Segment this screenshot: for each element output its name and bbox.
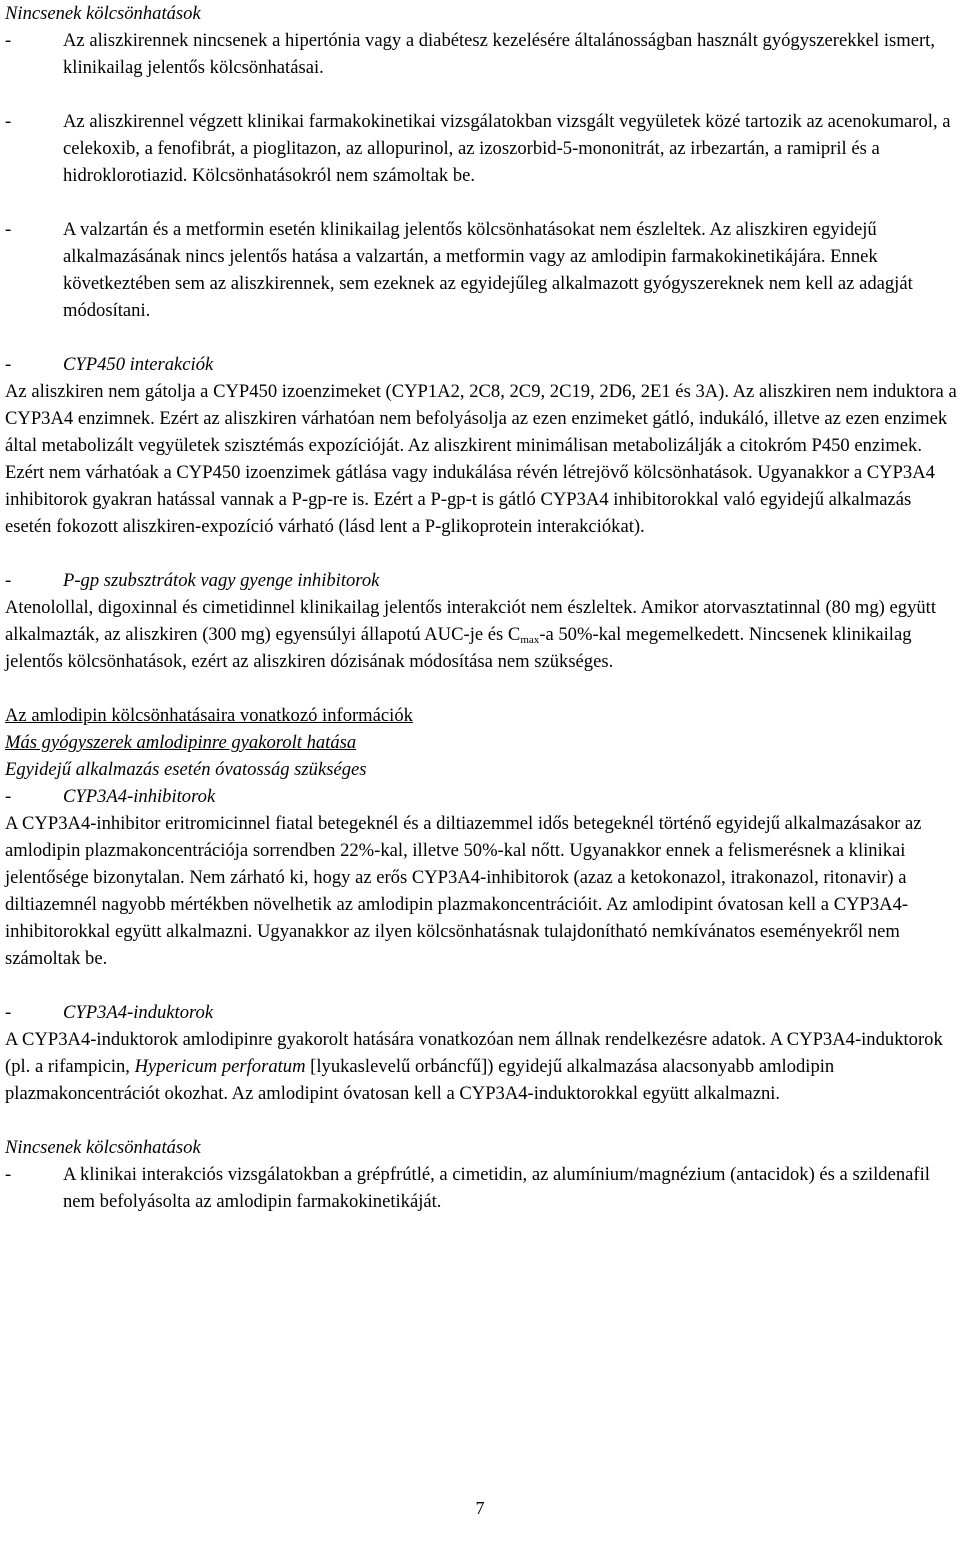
text-run: -a 50%-kal megemelkedett. Nincsenek klinikailag jelentős kölcsönhatások, ezért az aliszkiren dózisának módosítása nem szükséges. xyxy=(5,624,912,672)
subsection-heading-text: CYP450 interakciók xyxy=(63,354,214,375)
paragraph-cyp3a4-inhibitors: A CYP3A4-inhibitor eritromicinnel fiatal betegeknél és a diltiazemmel idős betegeknél történő egyidejű alkalmazásakor az amlodipin plazmakoncentrációja sorrendben 22%-kal, illetve 50%-kal nőtt. Ugyanakkor ennek a felismerésnek a klinikai jelentősége bizonytalan. Nem zárható ki, hogy az erős CYP3A4-inhibitorok (azaz a ketokonazol, itrakonazol, ritonavir) a diltiazemnél nagyobb mértékben növelhetik az amlodipin plazmakoncentrációit. Az amlodipint óvatosan kell a CYP3A4-inhibitorokkal együtt alkalmazni. Ugyanakkor az ilyen kölcsönhatásnak tulajdonítható nemkívánatos eseményekről nem számoltak be. xyxy=(5,813,922,969)
bullet-dash: - xyxy=(5,219,12,240)
text-run: [lyukaslevelű orbáncfű]) egyidejű alkalmazása alacsonyabb amlodipin plazmakoncentrációt okozhat. Az amlodipint óvatosan kell a CYP3A4-induktorokkal együtt alkalmazni. xyxy=(5,1056,835,1104)
text-run: A CYP3A4-induktorok amlodipinre gyakorolt hatására vonatkozóan nem állnak rendelkezésre adatok. A CYP3A4-induktorok (pl. a rifampicin, xyxy=(5,1029,943,1077)
subsection-heading-text: CYP3A4-inhibitorok xyxy=(63,786,216,807)
paragraph-cyp450: Az aliszkiren nem gátolja a CYP450 izoenzimeket (CYP1A2, 2C8, 2C9, 2C19, 2D6, 2E1 és 3A). Az aliszkiren nem induktora a CYP3A4 enzimnek. Ezért az aliszkiren várhatóan nem befolyásolja az ezen enzimeket gátló, indukáló, illetve az ezen enzimek által metabolizált vegyületek szisztémás expozícióját. Az aliszkirent minimálisan metabolizálják a citokróm P450 enzimek. Ezért nem várhatóak a CYP450 izoenzimek gátlása vagy indukálása révén létrejövő kölcsönhatások. Ugyanakkor a CYP3A4 inhibitorok gyakran hatással vannak a P-gp-re is. Ezért a P-gp-t is gátló CYP3A4 inhibitorokkal való egyidejű alkalmazás esetén fokozott aliszkiren-expozíció várható (lásd lent a P-glikoprotein interakciókat). xyxy=(5,381,957,537)
bullet-text: A valzartán és a metformin esetén klinikailag jelentős kölcsönhatásokat nem észleltek. Az aliszkiren egyidejű alkalmazásának nincs jelentős hatása a valzartán, a metformin vagy az amlodipin farmakokinetikájára. Ennek következtében sem az aliszkirennek, sem ezeknek az egyidejűleg alkalmazott gyógyszereknek nem kell az adagját módosítani. xyxy=(63,219,913,321)
section-subheading-caution: Egyidejű alkalmazás esetén óvatosság szükséges xyxy=(5,759,367,780)
text-run: Atenolollal, digoxinnal és cimetidinnel klinikailag jelentős interakciót nem észleltek. Amikor atorvasztatinnal (80 mg) együtt alkalmazták, az aliszkiren (300 mg) egyensúlyi állapotú AUC-je és C xyxy=(5,597,936,645)
document-page xyxy=(5,0,957,1215)
bullet-dash: - xyxy=(5,570,12,591)
paragraph-cyp3a4-inductors xyxy=(5,1026,957,1107)
bullet-item xyxy=(5,216,957,324)
section-heading-no-interactions: Nincsenek kölcsönhatások xyxy=(5,1137,201,1158)
subscript-max: max xyxy=(520,634,540,646)
bullet-dash: - xyxy=(5,786,12,807)
subsection-heading-text: CYP3A4-induktorok xyxy=(63,1002,214,1023)
subsection-heading-cyp3a4-inhibitors xyxy=(5,783,957,810)
subsection-heading-text: P-gp szubsztrátok vagy gyenge inhibitorok xyxy=(63,570,380,591)
subsection-heading-cyp3a4-inductors xyxy=(5,999,957,1026)
bullet-dash: - xyxy=(5,111,12,132)
page-number: 7 xyxy=(475,1498,485,1518)
bullet-text: Az aliszkirennel végzett klinikai farmakokinetikai vizsgálatokban vizsgált vegyületek közé tartozik az acenokumarol, a celekoxib, a fenofibrát, a pioglitazon, az allopurinol, az izoszorbid-5-mononitrát, az irbezartán, a ramipril és a hidroklorotiazid. Kölcsönhatásokról nem számoltak be. xyxy=(63,111,951,186)
bullet-dash: - xyxy=(5,354,12,375)
section-heading-no-interactions: Nincsenek kölcsönhatások xyxy=(5,3,201,24)
bullet-dash: - xyxy=(5,30,12,51)
bullet-dash: - xyxy=(5,1002,12,1023)
paragraph-pgp xyxy=(5,594,957,675)
section-heading-amlodipine: Az amlodipin kölcsönhatásaira vonatkozó információk xyxy=(5,705,413,726)
bullet-dash: - xyxy=(5,1164,12,1185)
bullet-text: A klinikai interakciós vizsgálatokban a grépfrútlé, a cimetidin, az alumínium/magnézium (antacidok) és a szildenafil nem befolyásolta az amlodipin farmakokinetikáját. xyxy=(63,1164,930,1212)
bullet-text: Az aliszkirennek nincsenek a hipertónia vagy a diabétesz kezelésére általánosságban használt gyógyszerekkel ismert, klinikailag jelentős kölcsönhatásai. xyxy=(63,30,935,78)
text-run-italic: Hypericum perforatum xyxy=(134,1056,306,1077)
subsection-heading-pgp xyxy=(5,567,957,594)
section-subheading-effects: Más gyógyszerek amlodipinre gyakorolt hatása xyxy=(5,732,357,753)
bullet-item xyxy=(5,1161,957,1215)
subsection-heading-cyp450 xyxy=(5,351,957,378)
bullet-item xyxy=(5,108,957,189)
bullet-item xyxy=(5,27,957,81)
